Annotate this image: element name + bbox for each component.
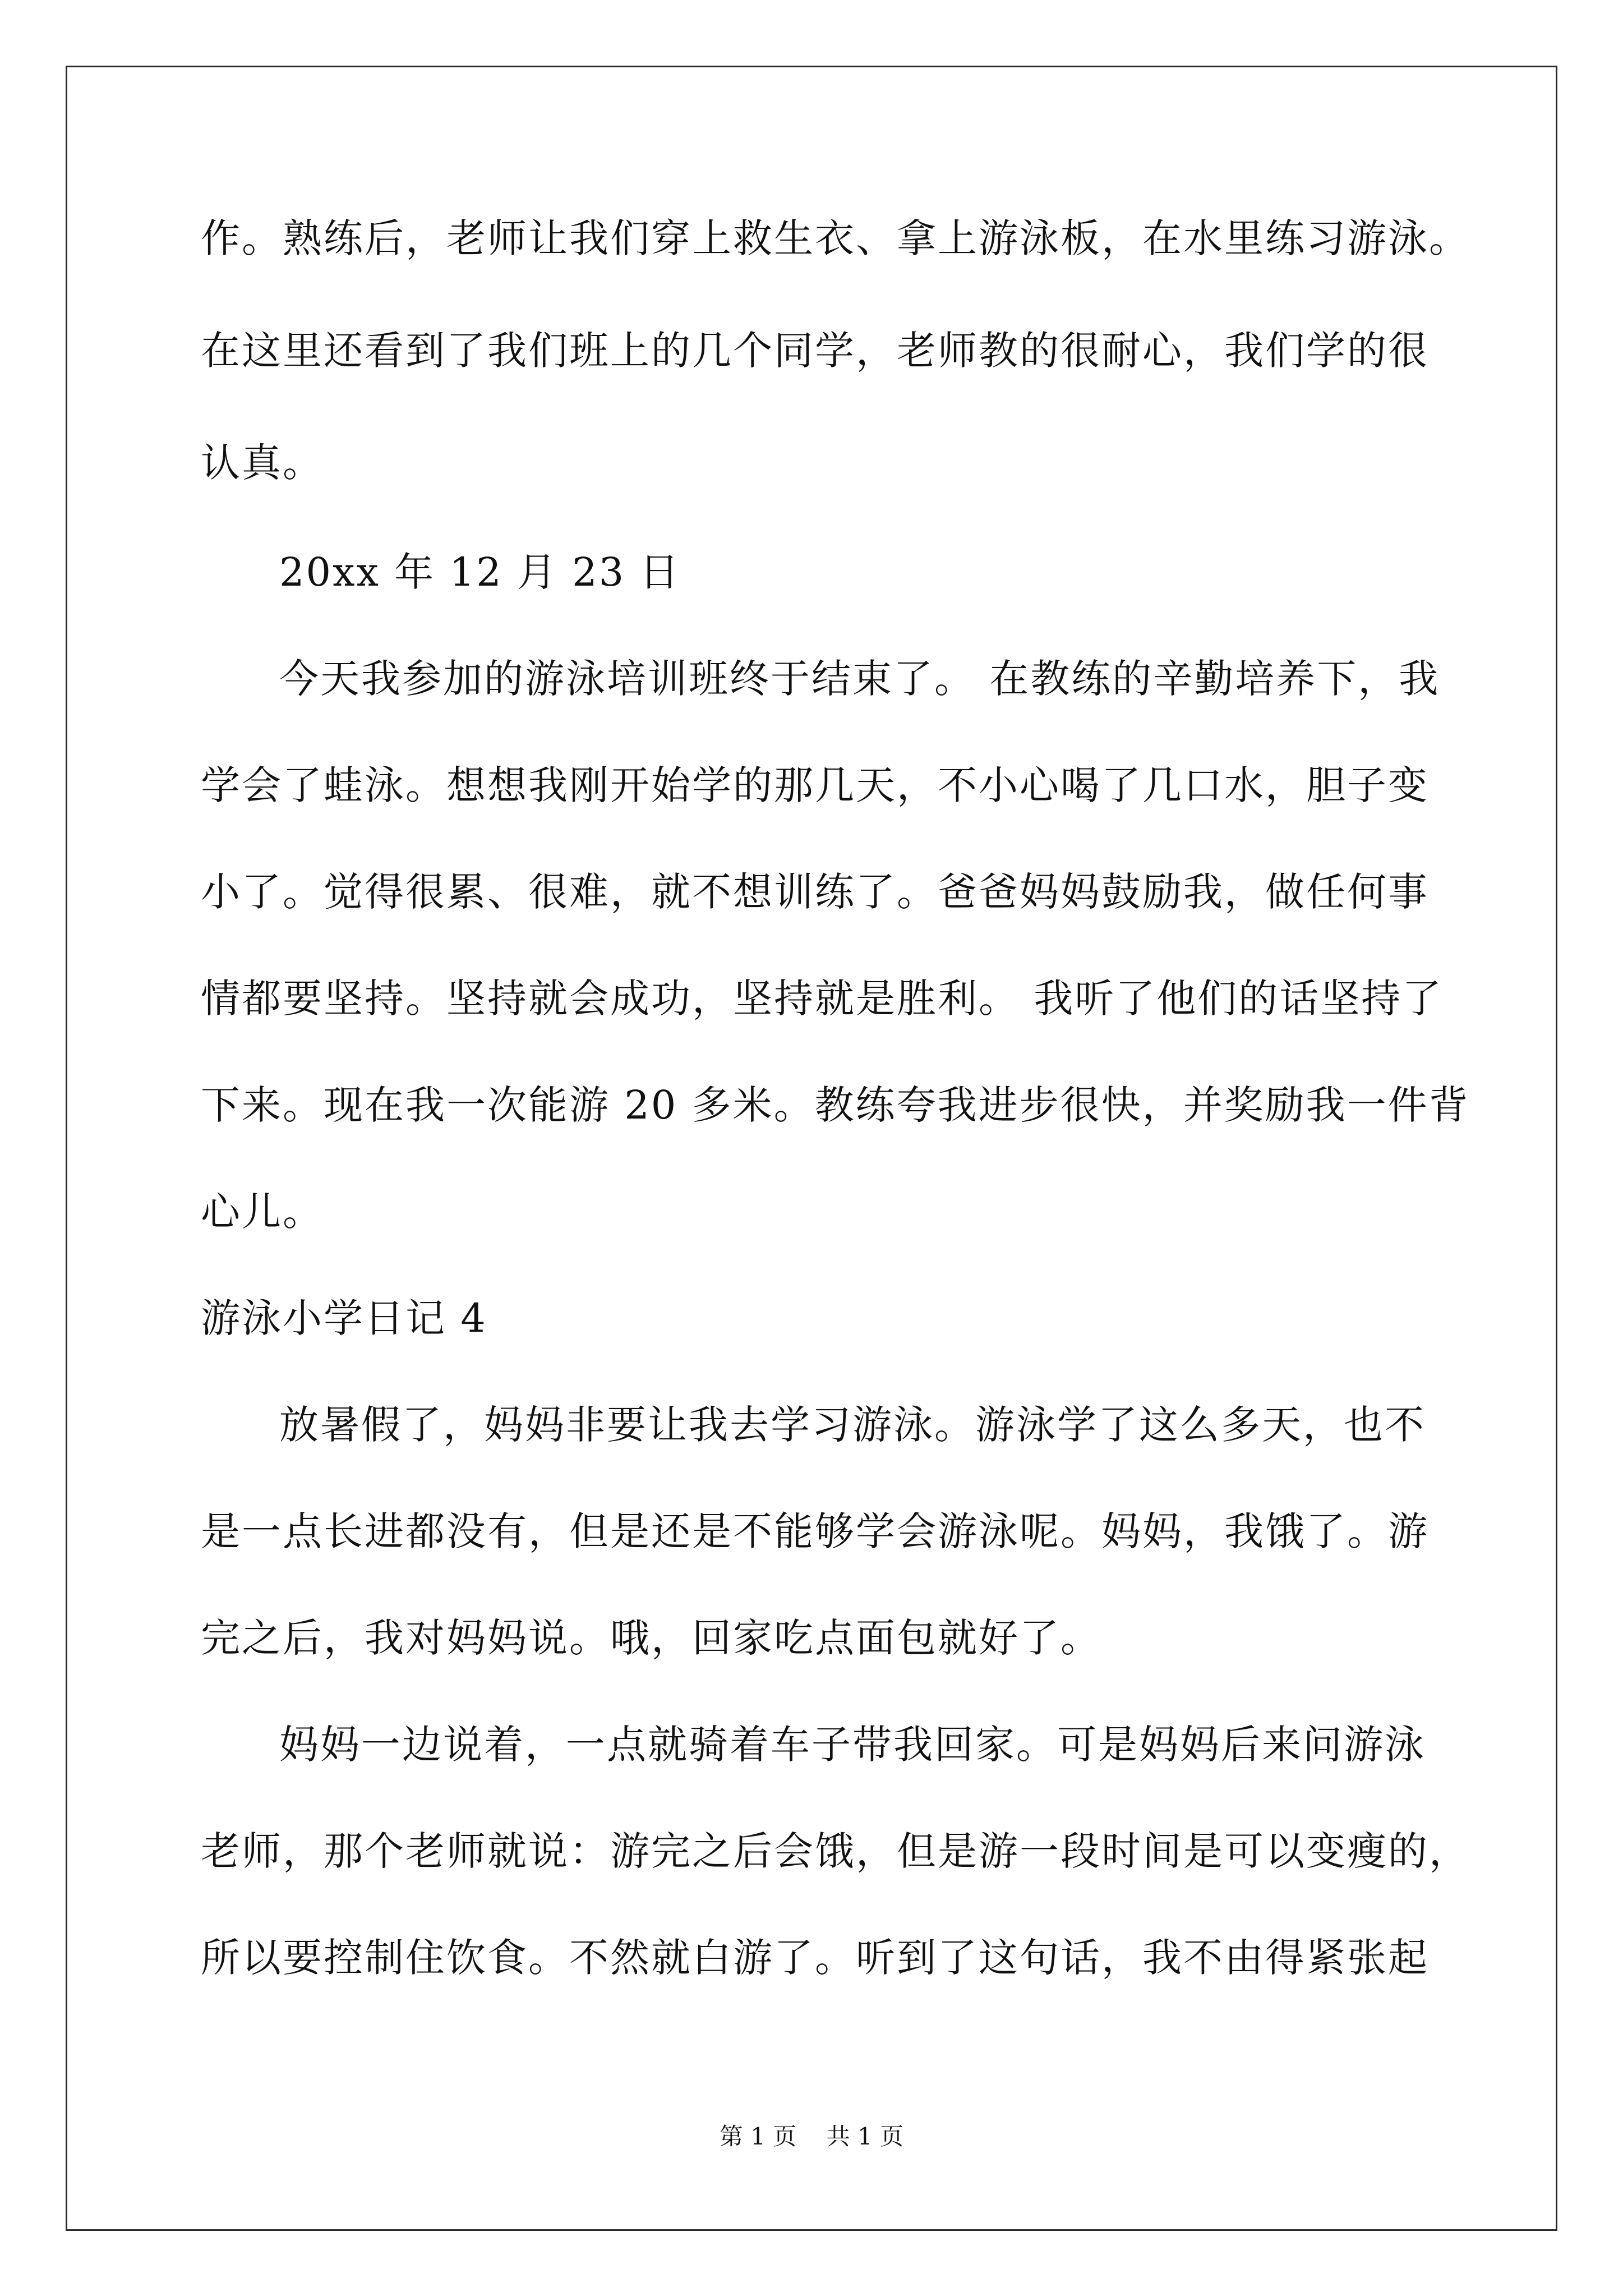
text-line: 在这里还看到了我们班上的几个同学，老师教的很耐心，我们学的很	[201, 328, 1429, 374]
page-number-footer: 第 1 页 共 1 页	[719, 2123, 904, 2150]
page-border	[66, 66, 1557, 2231]
date-heading: 20xx 年 12 月 23 日	[279, 549, 681, 595]
text-line: 心儿。	[201, 1189, 324, 1235]
text-line: 学会了蛙泳。想想我刚开始学的那几天，不小心喝了几口水，胆子变	[201, 762, 1429, 808]
text-line: 今天我参加的游泳培训班终于结束了。 在教练的辛勤培养下，我	[279, 656, 1440, 702]
text-line: 妈妈一边说着，一点就骑着车子带我回家。可是妈妈后来问游泳	[279, 1722, 1426, 1768]
text-line: 作。熟练后，老师让我们穿上救生衣、拿上游泳板，在水里练习游泳。	[201, 215, 1470, 261]
text-line: 放暑假了，妈妈非要让我去学习游泳。游泳学了这么多天，也不	[279, 1402, 1426, 1448]
text-line: 认真。	[201, 440, 324, 486]
text-line: 小了。觉得很累、很难，就不想训练了。爸爸妈妈鼓励我，做任何事	[201, 869, 1429, 915]
text-line: 情都要坚持。坚持就会成功，坚持就是胜利。 我听了他们的话坚持了	[201, 976, 1444, 1022]
text-line: 是一点长进都没有，但是还是不能够学会游泳呢。妈妈，我饿了。游	[201, 1508, 1429, 1554]
text-line: 完之后，我对妈妈说。哦，回家吃点面包就好了。	[201, 1615, 1101, 1661]
text-line: 下来。现在我一次能游 20 多米。教练夸我进步很快，并奖励我一件背	[201, 1082, 1470, 1128]
text-line: 所以要控制住饮食。不然就白游了。听到了这句话，我不由得紧张起	[201, 1935, 1429, 1981]
text-line: 老师，那个老师就说：游完之后会饿，但是游一段时间是可以变瘦的，	[201, 1828, 1470, 1874]
section-heading: 游泳小学日记 4	[201, 1295, 487, 1341]
